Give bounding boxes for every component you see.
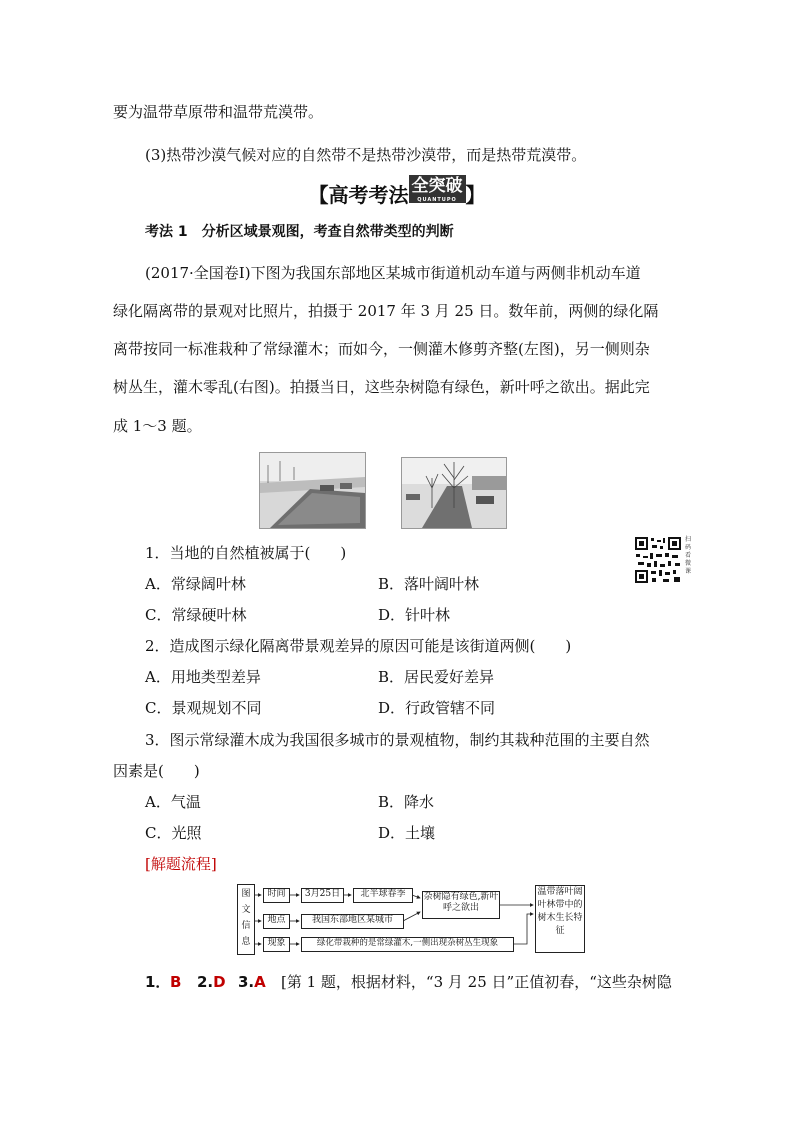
flow-box-place: 地点 <box>263 914 290 929</box>
qr-caption: 扫码看微课 <box>685 536 692 575</box>
question-1-stem: 1．当地的自然植被属于( ) <box>145 544 347 562</box>
question-3-stem-cont: 因素是( ) <box>113 762 200 780</box>
q2-option-d[interactable]: D．行政管辖不同 <box>378 699 496 717</box>
answer-3: 3.A <box>238 973 266 991</box>
q2-option-a[interactable]: A．用地类型差异 <box>145 668 261 686</box>
flow-box-date: 3月25日 <box>301 888 344 903</box>
flow-box-shrubs: 绿化带栽种的是常绿灌木,一侧出现杂树丛生现象 <box>301 937 514 952</box>
qr-code-icon[interactable] <box>634 536 682 584</box>
answer-1-key: B <box>170 973 182 991</box>
passage-line-4: 树丛生，灌木零乱(右图)。拍摄当日，这些杂树隐有绿色，新叶呼之欲出。据此完 <box>113 378 650 396</box>
answer-1: 1． <box>145 973 171 991</box>
flow-box-conclusion: 温带落叶阔叶林带中的树木生长特征 <box>535 885 585 953</box>
continuation-text: 要为温带草原带和温带荒漠带。 <box>113 103 324 121</box>
solution-flowchart <box>237 884 681 954</box>
q2-option-c[interactable]: C．景观规划不同 <box>145 699 262 717</box>
flow-box-spring: 北半球春季 <box>353 888 413 903</box>
heading-badge: 全突破 QUANTUPO <box>409 175 466 203</box>
answers-line <box>145 972 170 992</box>
question-2-stem: 2．造成图示绿化隔离带景观差异的原因可能是该街道两侧( ) <box>145 637 572 655</box>
q3-option-b[interactable]: B．降水 <box>378 793 435 811</box>
flow-box-info: 图文信息 <box>237 884 255 955</box>
method-title: 考法 1 分析区域景观图，考查自然带类型的判断 <box>145 224 454 240</box>
photo-trimmed-shrubs <box>259 452 366 529</box>
answer-2: 2.D <box>197 973 226 991</box>
answer-2-key: D <box>213 973 226 991</box>
answer-3-key: A <box>254 973 266 991</box>
q3-option-c[interactable]: C．光照 <box>145 824 202 842</box>
flow-box-time: 时间 <box>263 888 290 903</box>
passage-line-2: 绿化隔离带的景观对比照片，拍摄于 2017 年 3 月 25 日。数年前，两侧的绿化隔 <box>113 302 659 320</box>
passage-line-1: (2017·全国卷Ⅰ)下图为我国东部地区某城市街道机动车道与两侧非机动车道 <box>145 264 641 282</box>
q2-option-b[interactable]: B．居民爱好差异 <box>378 668 495 686</box>
passage-line-5: 成 1～3 题。 <box>113 417 202 435</box>
q1-option-a[interactable]: A．常绿阔叶林 <box>145 575 246 593</box>
answer-explanation: [第 1 题，根据材料，“3 月 25 日”正值初春，“这些杂树隐 <box>281 973 672 991</box>
passage-line-3: 离带按同一标准栽种了常绿灌木；而如今，一侧灌木修剪齐整(左图)，另一侧则杂 <box>113 340 650 358</box>
heading-end: 】 <box>465 183 486 207</box>
q1-option-b[interactable]: B．落叶阔叶林 <box>378 575 480 593</box>
q1-option-d[interactable]: D．针叶林 <box>378 606 451 624</box>
section-heading <box>0 175 794 208</box>
point-3: (3)热带沙漠气候对应的自然带不是热带沙漠带，而是热带荒漠带。 <box>145 146 587 164</box>
flow-box-green: 杂树隐有绿色,新叶呼之欲出 <box>422 891 500 919</box>
question-3-stem: 3．图示常绿灌木成为我国很多城市的景观植物，制约其栽种范围的主要自然 <box>145 731 650 749</box>
solution-process-label: [解题流程] <box>145 855 217 873</box>
flow-box-city: 我国东部地区某城市 <box>301 914 404 929</box>
q1-option-c[interactable]: C．常绿硬叶林 <box>145 606 247 624</box>
photo-overgrown-trees <box>401 457 507 529</box>
heading-title: 【高考考法 <box>308 183 409 207</box>
flow-box-phenomenon: 现象 <box>263 937 290 952</box>
q3-option-a[interactable]: A．气温 <box>145 793 201 811</box>
q3-option-d[interactable]: D．土壤 <box>378 824 436 842</box>
